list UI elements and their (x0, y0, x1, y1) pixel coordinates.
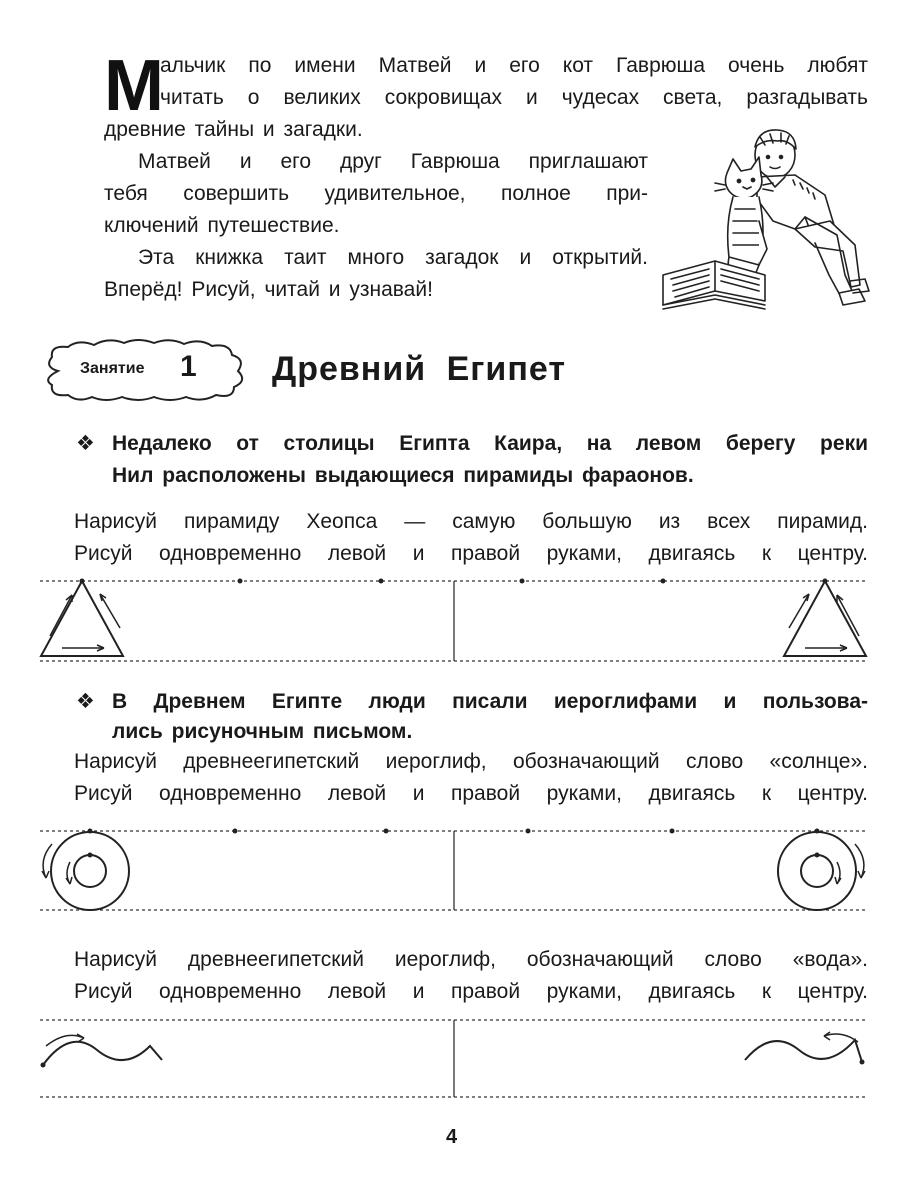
section1-bullet: ❖ (76, 432, 95, 455)
section1-task-line-2: Рисуй одновременно левой и правой руками, двигаясь к центру. (74, 542, 868, 565)
intro-line-3: древние тайны и загадки. (104, 118, 363, 141)
intro-line-1: альчик по имени Матвей и его кот Гаврюша очень любят (160, 54, 868, 77)
page-number: 4 (446, 1126, 458, 1148)
lesson-label: Занятие (80, 360, 145, 377)
right-wave (745, 1040, 862, 1062)
section2-task-line-2: Рисуй одновременно левой и правой руками, двигаясь к центру. (74, 782, 868, 805)
section2-heading-line-1: В Древнем Египте люди писали иероглифами и пользова- (112, 690, 868, 713)
intro-p2-line-3: ключений путешествие. (104, 214, 340, 237)
sun-drawing-area[interactable] (0, 818, 900, 918)
intro-p2-line-1: Матвей и его друг Гаврюша приглашают (138, 150, 648, 173)
intro-p3-line-1: Эта книжка таит много загадок и открытий. (138, 246, 648, 269)
section3-task-line-1: Нарисуй древнеегипетский иероглиф, обозначающий слово «вода». (74, 948, 868, 971)
intro-paragraph-3 (104, 242, 648, 312)
intro-p2-line-2: тебя совершить удивительное, полное при- (104, 182, 648, 205)
section1-heading-line-1: Недалеко от столицы Египта Каира, на левом берегу реки (112, 432, 868, 455)
intro-paragraph-2 (104, 146, 648, 246)
right-wave-dots (860, 1060, 865, 1065)
boy-and-cat-illustration (655, 125, 870, 325)
section3-task-line-2: Рисуй одновременно левой и правой руками, двигаясь к центру. (74, 980, 868, 1003)
section1-heading-line-2: Нил расположены выдающиеся пирамиды фараонов. (112, 464, 694, 487)
lesson-number: 1 (180, 350, 197, 383)
left-sun (51, 832, 129, 910)
lesson-badge-cloud (38, 337, 253, 405)
drop-cap: М (104, 46, 164, 126)
left-pyramid-arrows (50, 594, 120, 651)
section2-bullet: ❖ (76, 690, 95, 713)
intro-line-2: читать о великих сокровищах и чудесах света, разгадывать (160, 86, 868, 109)
left-wave (43, 1042, 162, 1065)
section1-task-line-1: Нарисуй пирамиду Хеопса — самую большую из всех пирамид. (74, 510, 868, 533)
intro-p3-line-2: Вперёд! Рисуй, читай и узнавай! (104, 278, 433, 301)
right-wave-arrow (824, 1032, 858, 1042)
left-pyramid (41, 581, 123, 656)
left-wave-dots (41, 1063, 46, 1068)
right-sun (778, 832, 856, 910)
pyramid-drawing-area[interactable] (0, 570, 900, 670)
water-drawing-area[interactable] (0, 1010, 900, 1110)
section2-heading-line-2: лись рисуночным письмом. (112, 720, 413, 743)
right-pyramid (784, 581, 866, 656)
section2-task-line-1: Нарисуй древнеегипетский иероглиф, обозначающий слово «солнце». (74, 750, 868, 773)
lesson-title: Древний Египет (272, 350, 566, 388)
